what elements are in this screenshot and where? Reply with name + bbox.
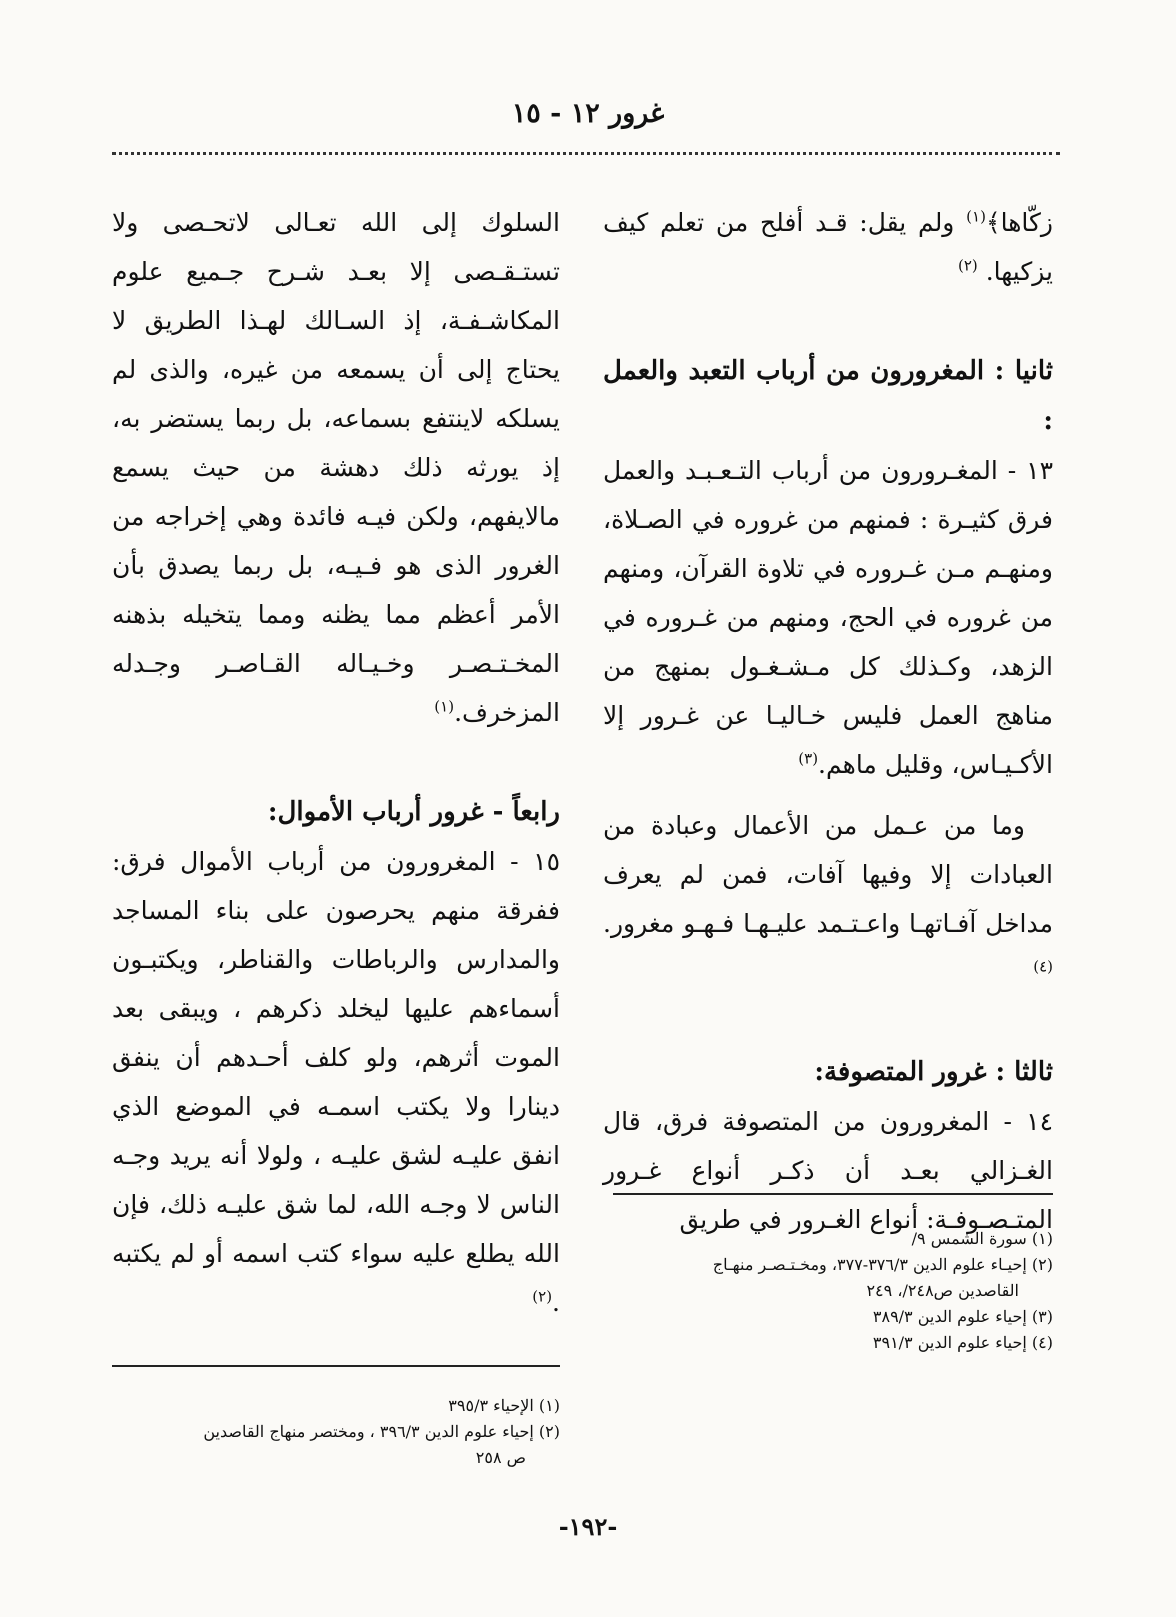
footnote-item: (٢) إحيـاء علوم الدين ٣٧٦/٣-٣٧٧، ومخـتـصـر منهـاج — [712, 1255, 1053, 1274]
text-span: زكّاها﴾ — [985, 208, 1053, 237]
footnote-item: (٤) إحياء علوم الدين ٣٩١/٣ — [872, 1333, 1053, 1352]
footnote-item: (١) الإحياء ٣٩٥/٣ — [448, 1396, 560, 1415]
paragraph-13 — [603, 446, 1053, 789]
footnote-item: (٢) إحياء علوم الدين ٣٩٦/٣ ، ومختصر منهاج القاصدين — [203, 1422, 560, 1441]
paragraph-opening — [603, 198, 1053, 296]
right-column — [603, 198, 1053, 1244]
footnote-item-continuation: ص ٢٥٨ — [475, 1448, 526, 1467]
header-dotted-rule — [112, 152, 1060, 155]
footnote-ref[interactable]: (١) — [434, 697, 455, 716]
footnote-rule-left — [112, 1365, 560, 1367]
left-column — [112, 198, 560, 1327]
footnote-ref[interactable]: (٣) — [798, 749, 819, 768]
footnotes-right — [613, 1226, 1053, 1356]
paragraph-14: ١٤ - المغرورون من المتصوفة فرق، قال الغـزالي بعـد أن ذكـر أنواع غـرور المتـصـوفـة: أنواع الغـرور في طريق — [603, 1107, 1053, 1234]
text-span: السلوك إلى الله تعـالى لاتحـصى ولا تستـقـصى إلا بعـد شـرح جـميع علوم المكاشـفـة، إذ السـالك لهـذا الطريق لا يحتاج إلى أن يسمعه من غيره، والذى لم يسلكه لاينتفع بسماعه، بل ربما يستضر به، إذ يورثه ذلك دهشة من حيث يسمع مالايفهم، ولكن فيـه فائدة وهي إخراجه من الغرور الذى هو فـيـه، بل ربما يصدق بأن الأمر أعظم مما يظنه ومما يتخيله بذهنه المخـتـصـر وخـيـاله القـاصـر وجـدله المزخرف. — [112, 208, 560, 727]
running-header: غرور ١٢ - ١٥ — [511, 98, 665, 129]
text-span: ولم يقل: قـد أفلح من تعلم كيف يزكيها. — [603, 208, 1053, 286]
text-span: وما من عـمل من الأعمال وعبادة من العبادات إلا وفيها آفات، فمن لم يعرف مداخل آفـاتهـا واعـتـمد عليـهـا فـهـو مغرور. — [603, 811, 1053, 938]
section-heading-4: رابعاً - غرور أرباب الأموال: — [267, 797, 560, 827]
section-heading-3: ثالثا : غرور المتصوفة: — [814, 1057, 1053, 1087]
page-number: -١٩٢- — [558, 1512, 618, 1541]
text-span: ١٥ - المغرورون من أرباب الأموال فرق: ففرقة منهم يحرصون على بناء المساجد والمدارس والرباطات والقناطر، ويكتبـون أسماءهم عليها ليخلد ذكرهم ، ويبقى بعد الموت أثرهم، ولو كلف أحـدهم أن ينفق دينارا ولا يكتب اسمـه في الموضع الذي انفق عليـه لشق عليـه ، ولولا أنه يريد وجـه الناس لا وجـه الله، لما شق عليـه ذلك، فإن الله يطلع عليه سواء كتب اسمه أو لم يكتبه . — [112, 847, 560, 1317]
footnote-item: (٣) إحياء علوم الدين ٣٨٩/٣ — [872, 1307, 1053, 1326]
footnote-item: (١) سورة الشمس ٩/ — [911, 1229, 1053, 1248]
footnote-ref[interactable]: (٤) — [1033, 957, 1053, 976]
paragraph-ibadat — [603, 801, 1053, 997]
footnote-rule-right — [613, 1193, 1053, 1195]
paragraph-suluk — [112, 198, 560, 737]
footnote-ref[interactable]: (٢) — [532, 1287, 553, 1306]
footnote-ref[interactable]: (٢) — [957, 256, 978, 275]
paragraph-15 — [112, 837, 560, 1327]
footnote-item-continuation: القاصدين ص٢٤٨/، ٢٤٩ — [866, 1281, 1019, 1300]
footnote-ref[interactable]: (١) — [966, 207, 986, 226]
section-heading-2: ثانيا : المغرورون من أرباب التعبد والعمل : — [603, 356, 1053, 436]
footnotes-left — [112, 1393, 560, 1471]
text-span: ١٣ - المغـرورون من أرباب التـعـبـد والعمل فرق كثيـرة : فمنهم من غروره في الصـلاة، ومنهـم مـن غـروره في تلاوة القرآن، ومنهم من غروره في الحج، ومنهم من غـروره في الزهد، وكـذلك كل مـشـغـول بمنهج من مناهج العمل فليس خـاليـا عن غـرور إلا الأكـيـاس، وقليل ماهم. — [603, 456, 1053, 779]
